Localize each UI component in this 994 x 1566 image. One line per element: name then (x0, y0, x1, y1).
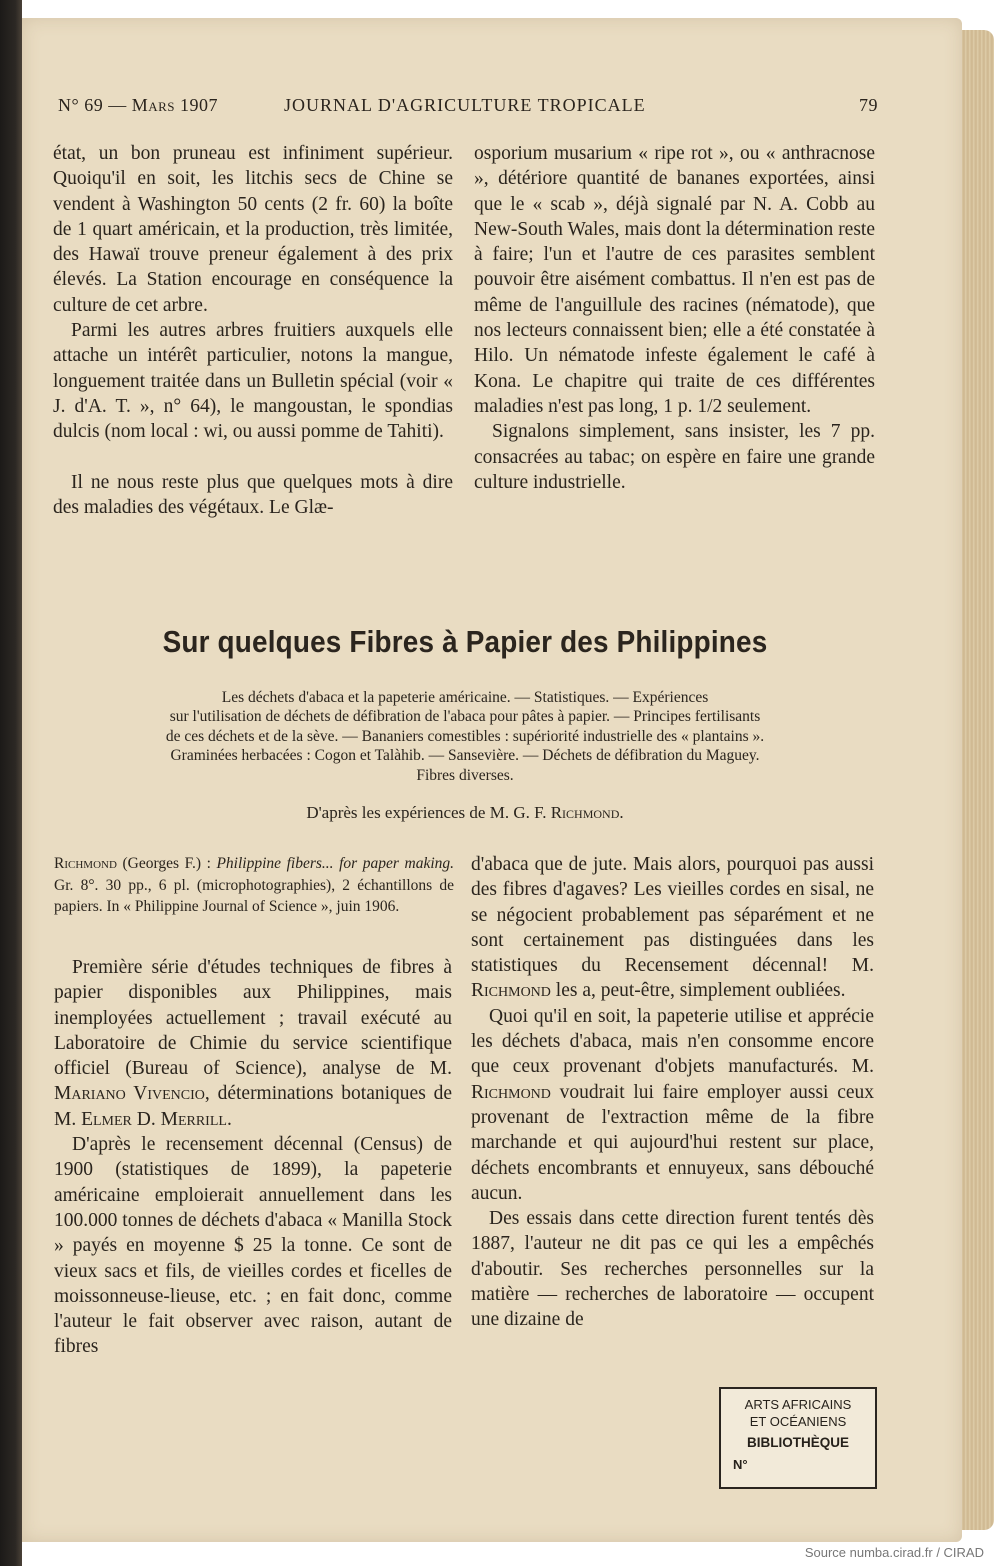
running-header (58, 95, 878, 119)
paragraph-text: d'abaca que de jute. Mais alors, pourquoi pas aussi des fibres d'agaves? Les vieilles cordes en sisal, ne se négocient probablement pas séparément et ne sont certainement pas distinguées dans les statistiques du Recensement décennal! M. (471, 854, 874, 977)
summary-line: sur l'utilisation de déchets de défibration de l'abaca pour pâtes à papier. — Principes fertilisants (169, 708, 761, 726)
top-left-column (53, 141, 453, 520)
stamp-line: ET OCÉANIENS (749, 1414, 847, 1429)
person-name: Elmer D. Merrill (81, 1108, 227, 1130)
ref-author: Richmond (54, 855, 117, 872)
article-summary (48, 688, 882, 785)
paragraph: D'après le recensement décennal (Census) de 1900 (statistiques de 1899), la papeterie américaine emploierait annuellement dans les 100.000 tonnes de déchets d'abaca « Manilla Stock » payés en moyenne $ 25 la tonne. Ce sont de vieux sacs et fils, de vieilles cordes et ficelles de moissonneuse-lieuse, etc. ; en fait donc, comme l'auteur le fait observer avec raison, autant de fibres (54, 1134, 452, 1358)
paragraph: Il ne nous reste plus que quelques mots à dire des maladies des végétaux. Le Glæ- (53, 471, 453, 518)
library-stamp (719, 1387, 877, 1489)
article-title: Sur quelques Fibres à Papier des Philippines (162, 624, 768, 659)
bottom-left-column (54, 955, 452, 1360)
byline-author: Richmond. (550, 803, 624, 822)
journal-title: JOURNAL D'AGRICULTURE TROPICALE (284, 95, 646, 115)
stamp-line: ARTS AFRICAINS (744, 1397, 852, 1412)
issue-date: N° 69 — Mars 1907 (58, 95, 218, 115)
summary-line: Fibres diverses. (416, 766, 514, 784)
paragraph-text: les a, peut-être, simplement oubliées. (555, 980, 846, 1002)
summary-line: Les déchets d'abaca et la papeterie américaine. — Statistiques. — Expériences (221, 689, 709, 706)
paragraph (471, 852, 874, 1004)
paragraph: état, un bon pruneau est infiniment supérieur. Quoiqu'il en soit, les litchis secs de Chine se vendent à Washington 50 cents (2 fr. 60) la boîte de 1 quart américain, et la production, très limitée, des Hawaï trouve preneur également à des prix élevés. La Station encourage en conséquence la culture de cet arbre. (53, 143, 453, 316)
paragraph: Parmi les autres arbres fruitiers auxquels elle attache un intérêt particulier, notons la mangue, longuement traitée dans un Bulletin spécial (voir « J. d'A. T. », n° 64), le mangoustan, le spondias dulcis (nom local : wi, ou aussi pomme de Tahiti). (53, 320, 453, 443)
paragraph-text: . (226, 1108, 232, 1130)
stamp-line: N° (733, 1457, 748, 1472)
paragraph: osporium musarium « ripe rot », ou « anthracnose », détériore quantité de bananes exportées, ainsi que le « scab », déjà signalé par N. A. Cobb au New-South Wales, mais dont la détermination reste à faire; l'un et l'autre de ces parasites semblent pouvoir être aisément combattus. Il n'en est pas de même de l'anguillule des racines (nématode), que nos lecteurs connaissent bien; elle a été constatée à Hilo. Un nématode infeste également le café à Kona. Le chapitre qui traite de ces différentes maladies n'est pas long, 1 p. 1/2 seulement. (474, 143, 875, 417)
paragraph: Signalons simplement, sans insister, les 7 pp. consacrées au tabac; on espère en faire une grande culture industrielle. (474, 421, 875, 493)
top-right-column (474, 141, 875, 495)
book-binding (0, 0, 22, 1566)
source-credit: Source numba.cirad.fr / CIRAD (804, 1545, 984, 1560)
paragraph-text: voudrait lui faire employer aussi ceux provenant de l'extraction même de la fibre marchande et qui aujourd'hui restent sur place, déchets encombrants et ennuyeux, sans débouché aucun. (471, 1081, 875, 1204)
paragraph-text: , déterminations botaniques de M. (54, 1083, 453, 1130)
byline (48, 803, 882, 823)
summary-line: de ces déchets et de la sève. — Bananiers comestibles : supériorité industrielle des « plantains ». (165, 727, 765, 745)
paragraph-text: Quoi qu'il en soit, la papeterie utilise et apprécie les déchets d'abaca, mais n'en consomme encore que ceux provenant d'objets manufacturés. M. (471, 1005, 874, 1078)
page-number: 79 (859, 95, 878, 115)
summary-line: Graminées herbacées : Cogon et Talàhib. — Sansevière. — Déchets de défibration du Maguey. (170, 747, 760, 765)
stamp-line: BIBLIOTHÈQUE (746, 1435, 849, 1450)
bibliographic-reference (54, 853, 454, 918)
paragraph-text: Première série d'études techniques de fibres à papier disponibles aux Philippines, mais inemployées actuellement ; travail exécuté au Laboratoire de Chimie du service scientifique officiel (Bureau of Science), analyse de M. (54, 957, 452, 1080)
page-edges (962, 30, 994, 1530)
ref-details: Gr. 8°. 30 pp., 6 pl. (microphotographies), 2 échantillons de papiers. In « Philippine Journal of Science », juin 1906. (54, 876, 454, 915)
person-name: Mariano Vivencio (54, 1083, 205, 1105)
ref-title: Philippine fibers... for paper making. (216, 855, 455, 872)
byline-text: D'après les expériences de M. G. F. (306, 803, 547, 822)
person-name: Richmond (471, 980, 551, 1002)
ref-author-rest: (Georges F.) : (122, 855, 211, 872)
person-name: Richmond (471, 1081, 551, 1103)
paragraph (54, 955, 452, 1132)
paragraph (471, 1004, 874, 1206)
paragraph: Des essais dans cette direction furent tentés dès 1887, l'auteur ne dit pas ce qui les a empêchés d'aboutir. Ses recherches personnelles sur la matière — recherches de laboratoire — occupent une dizaine de (471, 1208, 874, 1331)
bottom-right-column (471, 852, 874, 1333)
